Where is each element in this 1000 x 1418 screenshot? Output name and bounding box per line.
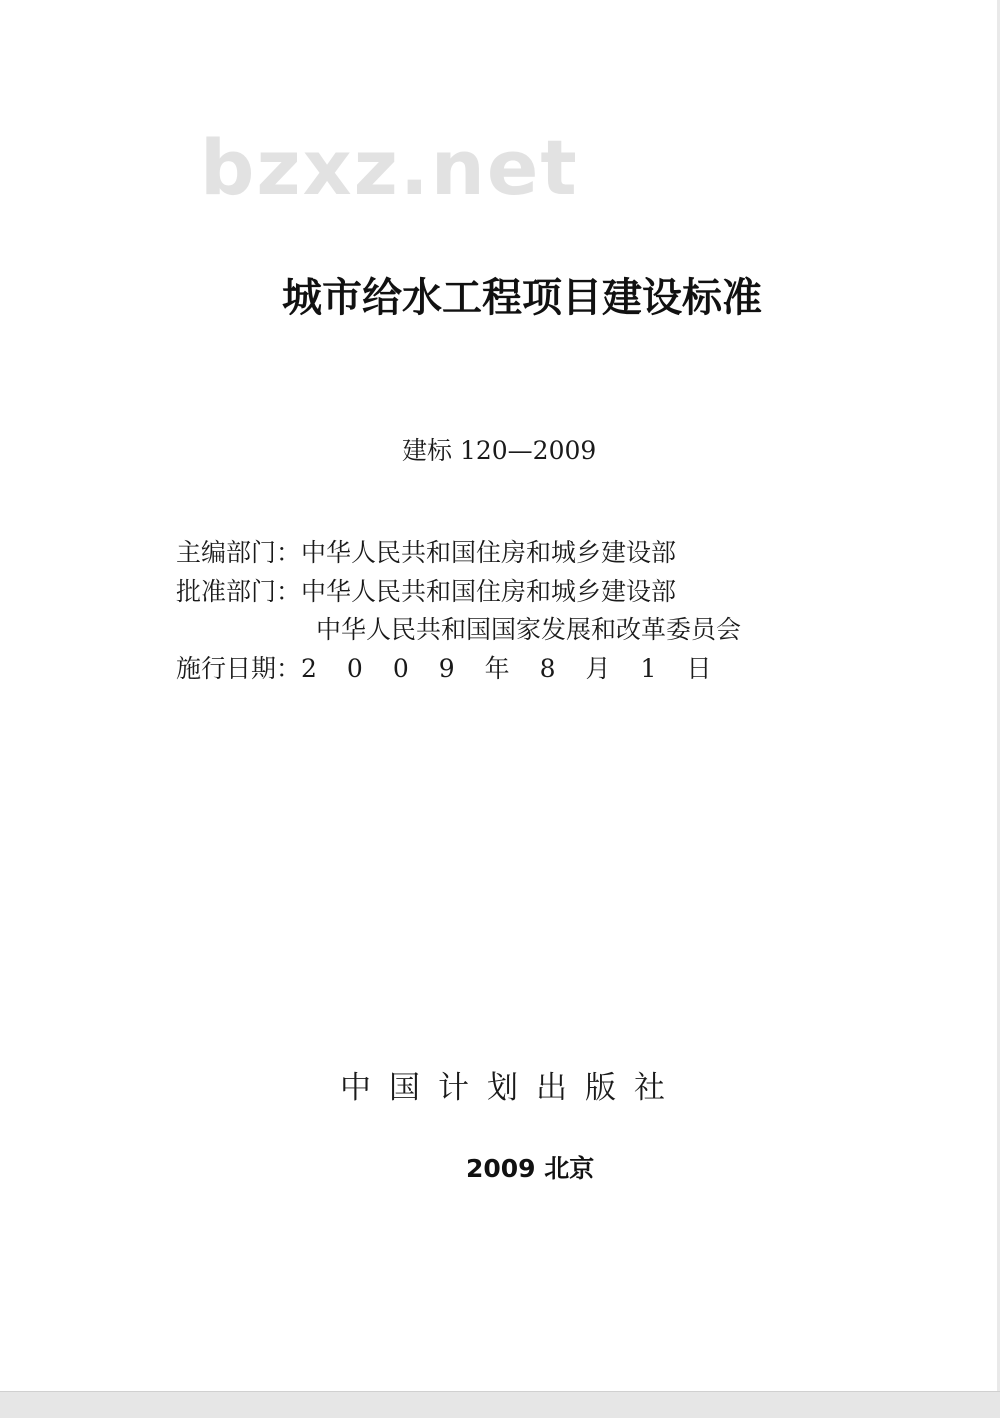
publisher-name: 中国计划出版社: [340, 1070, 683, 1106]
effective-date-value: 2009年8月1日: [301, 654, 742, 683]
editor-value: 中华人民共和国住房和城乡建设部: [301, 538, 677, 567]
approver-label: 批准部门：: [176, 577, 302, 606]
publication-year-place: 2009 北京: [466, 1154, 595, 1183]
approver-value-2: 中华人民共和国国家发展和改革委员会: [316, 615, 742, 644]
editor-row: [176, 538, 676, 568]
editor-label: 主编部门：: [176, 538, 302, 567]
approver-row: [176, 577, 676, 607]
approver-value-1: 中华人民共和国住房和城乡建设部: [301, 577, 677, 606]
watermark: bzxz.net: [200, 123, 579, 212]
document-title: 城市给水工程项目建设标准: [282, 275, 762, 321]
effective-date-label: 施行日期：: [176, 654, 302, 683]
standard-code: 建标 120—2009: [402, 436, 597, 465]
approver-row-2: [176, 615, 741, 645]
page-bottom-edge: [0, 1391, 1000, 1418]
effective-date-row: [176, 654, 741, 684]
